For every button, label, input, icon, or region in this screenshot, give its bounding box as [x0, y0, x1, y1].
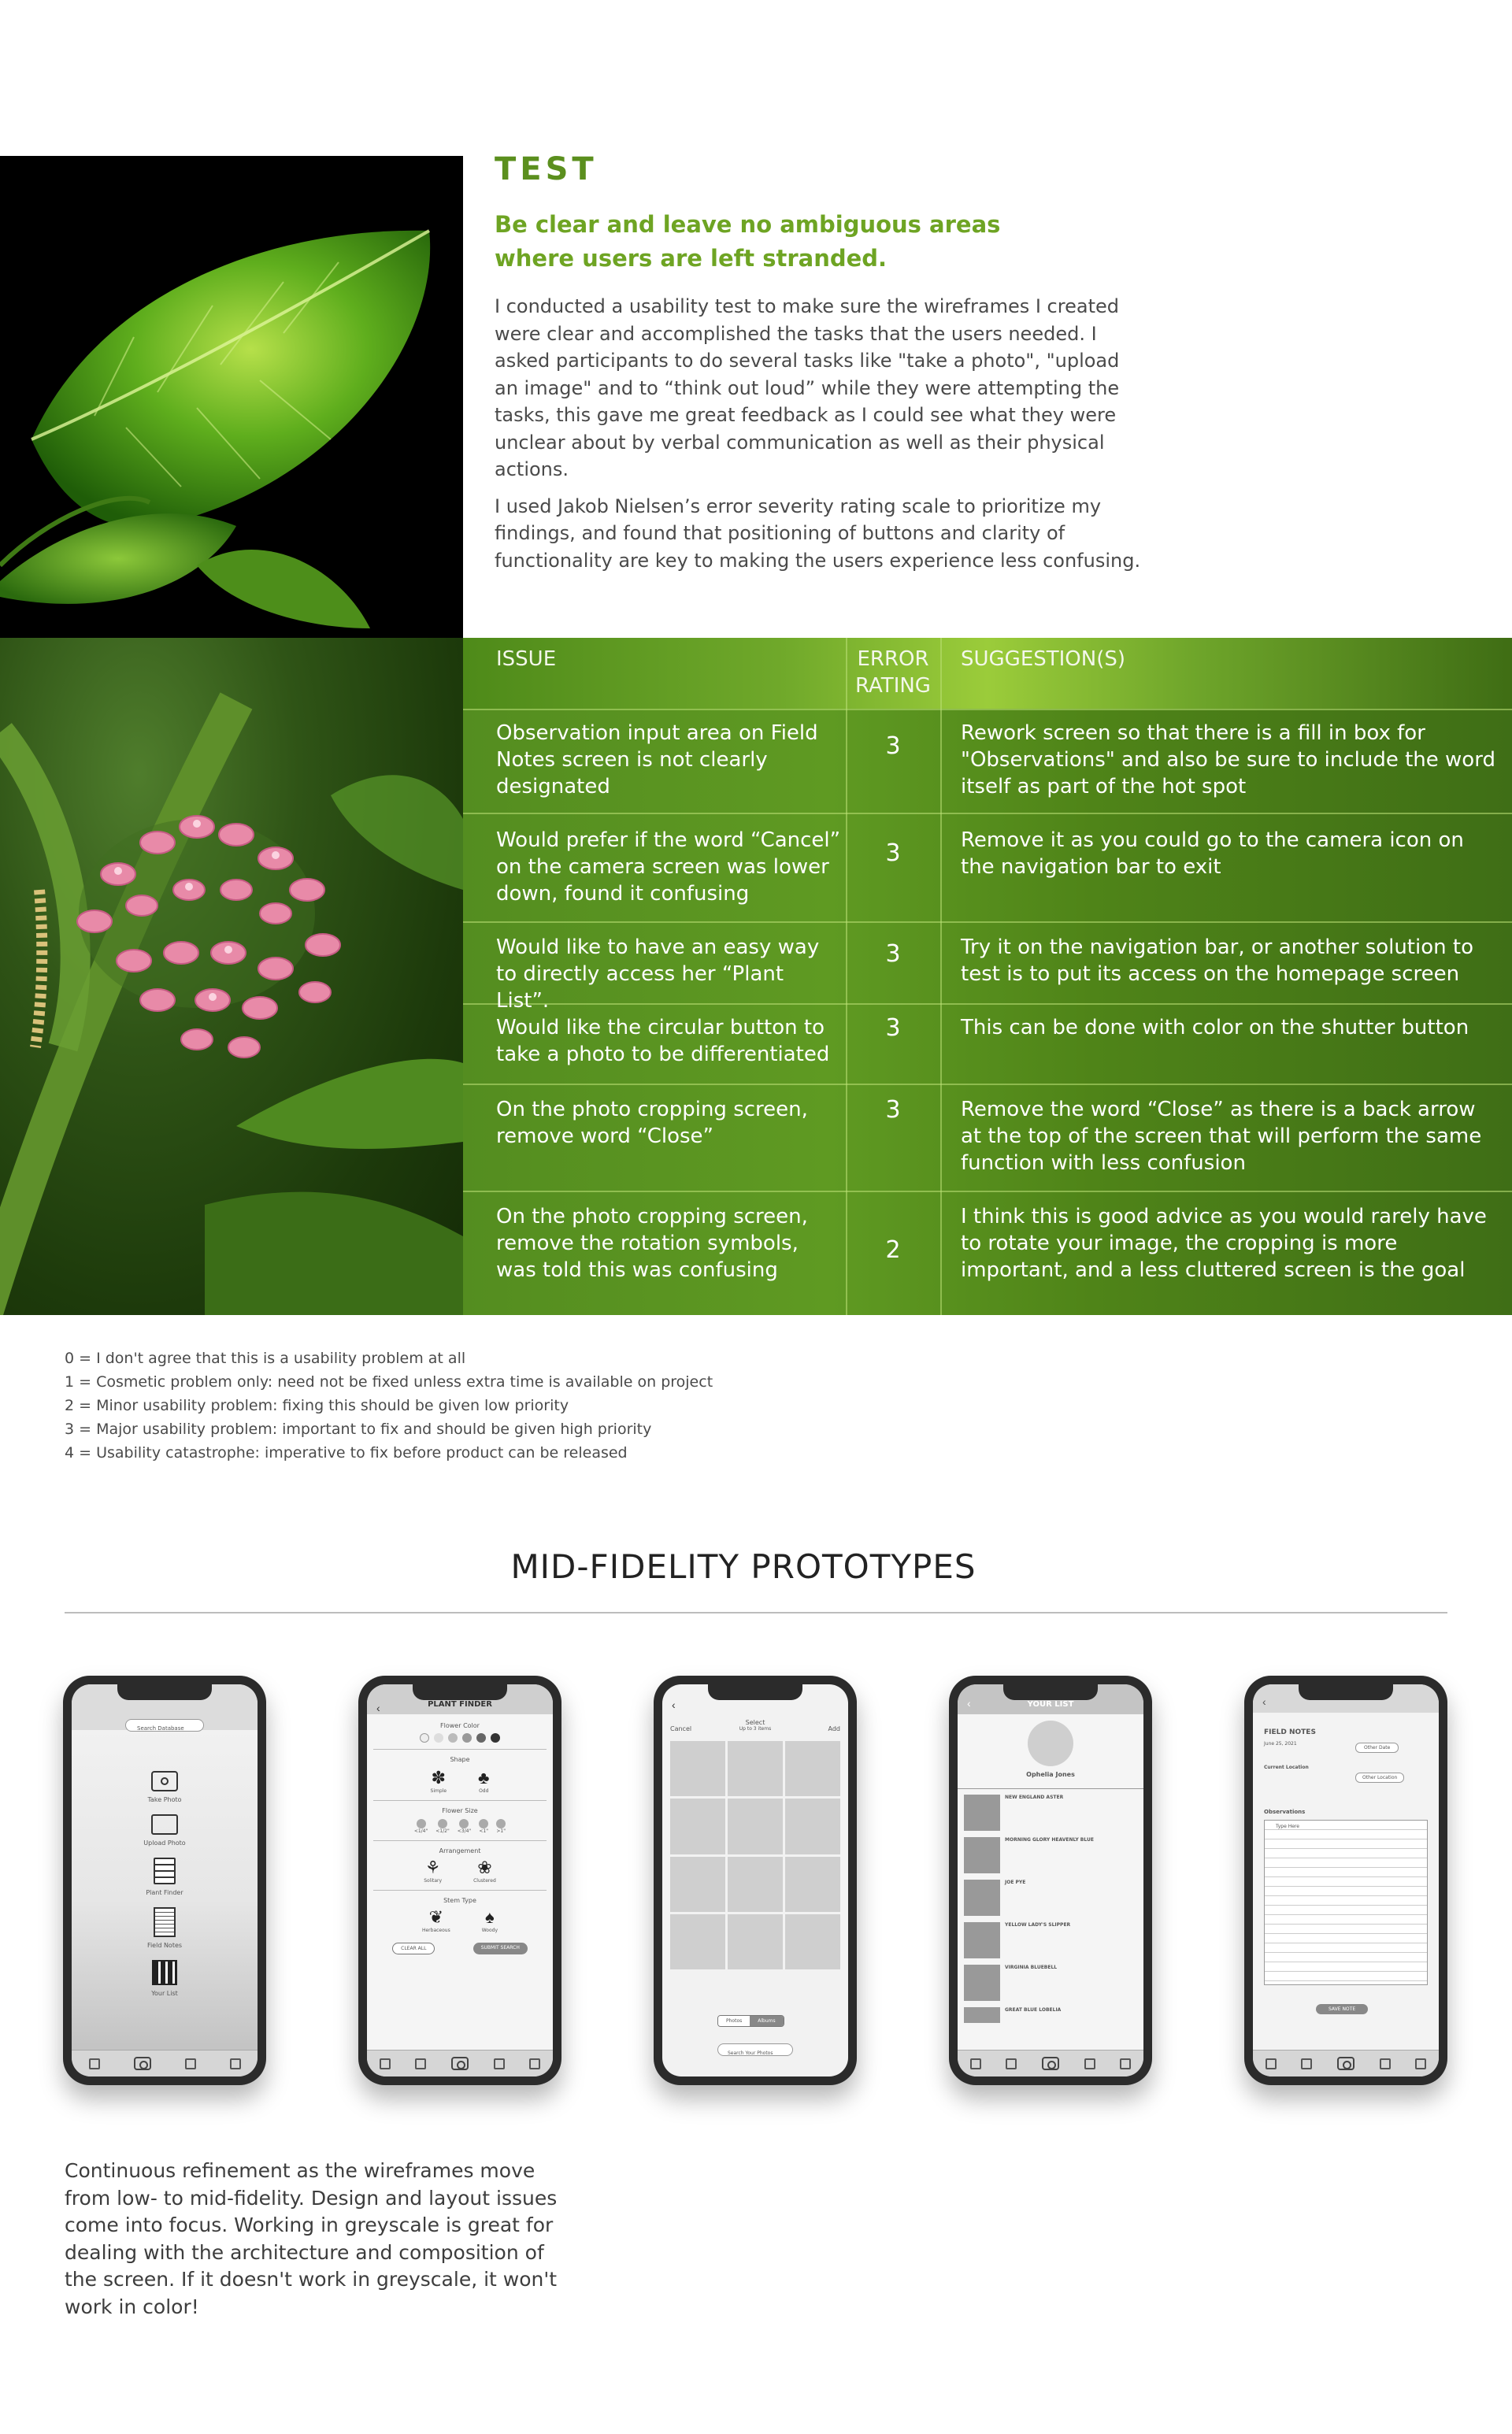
header-issue: ISSUE [496, 647, 557, 671]
flower-icon: ♣ [478, 1768, 490, 1788]
row-5-issue: On the photo cropping screen, remove word “Close” [496, 1098, 808, 1148]
row-3-suggestion: Try it on the navigation bar, or another solution to test is to put its access on the homepage screen [961, 935, 1473, 986]
clear-all-button[interactable]: CLEAR ALL [392, 1943, 435, 1954]
photo-thumb[interactable] [785, 1799, 840, 1854]
phone-plant-finder [358, 1676, 561, 2085]
add-button[interactable]: Add [828, 1725, 840, 1732]
row-1-rating: 3 [885, 732, 901, 760]
phone-notch [413, 1684, 507, 1700]
plant-finder-screen [367, 1684, 553, 2076]
camera-icon[interactable] [1042, 2057, 1059, 2070]
flower-icon: ✽ [431, 1768, 446, 1788]
home-icon[interactable] [1266, 2058, 1277, 2069]
color-swatches[interactable] [367, 1733, 553, 1743]
row-3-rating: 3 [885, 940, 901, 968]
notes-icon[interactable] [415, 2058, 426, 2069]
phone-field-notes [1244, 1676, 1447, 2085]
notes-icon[interactable] [494, 2058, 505, 2069]
size-label: <1/4" [413, 1828, 428, 1834]
note-date: June 25, 2021 [1264, 1741, 1297, 1747]
grid-icon[interactable] [1120, 2058, 1131, 2069]
notes-icon[interactable] [1006, 2058, 1017, 2069]
prototypes-divider [65, 1612, 1447, 1613]
field-notes-screen [1253, 1684, 1439, 2076]
plant-name: GREAT BLUE LOBELIA [1005, 2007, 1062, 2013]
home-icon[interactable] [380, 2058, 391, 2069]
arrangement-options [367, 1858, 553, 1884]
header-rating-line2: RATING [855, 674, 931, 698]
camera-icon[interactable] [134, 2057, 151, 2070]
shape-label: Odd [479, 1788, 489, 1794]
camera-icon[interactable] [151, 1771, 178, 1791]
select-title: Select [745, 1719, 765, 1726]
section-shape: Shape [450, 1756, 470, 1763]
phone-notch [708, 1684, 802, 1700]
search-input[interactable] [125, 1719, 204, 1732]
swatch[interactable] [448, 1733, 458, 1743]
image-icon[interactable] [151, 1814, 178, 1835]
photo-thumb[interactable] [728, 1914, 783, 1969]
photo-grid [670, 1741, 840, 1969]
stem-label: Herbaceous [421, 1928, 450, 1933]
swatch[interactable] [476, 1733, 486, 1743]
back-arrow-icon[interactable]: ‹ [1262, 1695, 1266, 1708]
photo-thumb[interactable] [670, 1914, 725, 1969]
select-photos-screen [662, 1684, 848, 2076]
back-arrow-icon[interactable]: ‹ [376, 1702, 380, 1714]
section-stem-type: Stem Type [443, 1897, 476, 1904]
other-date-button[interactable]: Other Date [1355, 1743, 1399, 1753]
plant-name: YELLOW LADY'S SLIPPER [1005, 1922, 1071, 1928]
row-2-issue: Would prefer if the word “Cancel” on the camera screen was lower down, found it confusing [496, 828, 841, 906]
severity-legend [65, 1347, 713, 1465]
table-divider [940, 638, 942, 1315]
tree-icon: ♠ [485, 1907, 495, 1927]
legend-item: 3 = Major usability problem: important to fix and should be given high priority [65, 1421, 652, 1438]
stem-herbaceous[interactable] [422, 1907, 450, 1933]
photo-thumb[interactable] [785, 1914, 840, 1969]
photo-thumb[interactable] [728, 1799, 783, 1854]
swatch[interactable] [434, 1733, 443, 1743]
plant-finder-header: PLANT FINDER [367, 1684, 553, 1714]
size-label: >1" [496, 1828, 506, 1834]
list-item[interactable] [964, 1922, 1137, 1958]
leaf-illustration [0, 156, 463, 638]
test-paragraph-2: I used Jakob Nielsen’s error severity rating scale to prioritize my findings, and found that positioning of buttons and clarity of functionality are key to making the users experience less confusing. [495, 495, 1141, 572]
size-label: <3/4" [457, 1828, 472, 1834]
your-list-header: YOUR LIST [958, 1684, 1143, 1714]
grid-icon[interactable] [1415, 2058, 1426, 2069]
row-4-issue: Would like the circular button to take a photo to be differentiated [496, 1016, 830, 1066]
row-6-issue: On the photo cropping screen, remove the rotation symbols, was told this was confusing [496, 1205, 808, 1282]
leaf-icon: ❦ [428, 1907, 444, 1927]
finder-actions [367, 1943, 553, 1954]
milkweed-photo [0, 638, 463, 1315]
legend-item: 2 = Minor usability problem: fixing this should be given low priority [65, 1397, 569, 1414]
avatar [1028, 1721, 1073, 1766]
cancel-button[interactable]: Cancel [670, 1725, 692, 1732]
header-rating [846, 646, 940, 699]
test-subheading [495, 208, 1148, 276]
plant-list [964, 1795, 1137, 2023]
back-arrow-icon[interactable]: ‹ [672, 1699, 676, 1711]
notes-icon[interactable] [1301, 2058, 1312, 2069]
tab-photos[interactable]: Photos [718, 2016, 750, 2026]
notes-icon[interactable] [1084, 2058, 1095, 2069]
size-option[interactable] [414, 1819, 428, 1834]
list-icon[interactable] [152, 1960, 177, 1985]
search-photos-input[interactable] [717, 2043, 793, 2056]
nav-bar [367, 2050, 553, 2076]
photo-thumb[interactable] [728, 1741, 783, 1796]
arrangement-solitary[interactable] [424, 1858, 442, 1884]
tab-albums[interactable]: Albums [750, 2016, 783, 2026]
save-note-button[interactable]: SAVE NOTE [1316, 2004, 1368, 2014]
table-divider [463, 1191, 1512, 1192]
stem-woody[interactable] [482, 1907, 498, 1933]
arrangement-label: Clustered [473, 1878, 496, 1884]
observations-label: Observations [1264, 1809, 1306, 1815]
size-option[interactable] [496, 1819, 506, 1834]
list-item[interactable] [964, 1965, 1137, 2001]
plant-icon: ❀ [477, 1858, 492, 1877]
phone-notch [117, 1684, 212, 1700]
select-header [662, 1719, 848, 1732]
photo-thumb[interactable] [785, 1741, 840, 1796]
row-2-suggestion: Remove it as you could go to the camera icon on the navigation bar to exit [961, 828, 1464, 879]
arrangement-label: Solitary [424, 1878, 443, 1884]
test-paragraph-1: I conducted a usability test to make sure the wireframes I created were clear and accomplished the tasks that the users needed. I asked participants to do several tasks like "take a photo", "upload an image" and to “think out loud” while they were attempting the tasks, this gave me great feedback as I could see what they were unclear about by verbal communication as well as their physical actions. [495, 295, 1120, 480]
section-flower-size: Flower Size [442, 1807, 478, 1814]
home-screen [72, 1684, 258, 2076]
nav-bar [958, 2050, 1143, 2076]
plant-name: JOE PYE [1005, 1880, 1026, 1885]
submit-search-button[interactable]: SUBMIT SEARCH [473, 1943, 528, 1954]
table-divider [463, 921, 1512, 923]
phone-home [63, 1676, 266, 2085]
row-4-suggestion: This can be done with color on the shutter button [961, 1016, 1469, 1039]
menu-take-photo[interactable]: Take Photo [147, 1796, 182, 1803]
swatch[interactable] [420, 1733, 429, 1743]
phone-notch [1003, 1684, 1098, 1700]
table-divider [463, 709, 1512, 710]
nav-bar [72, 2050, 258, 2076]
legend-item: 4 = Usability catastrophe: imperative to fix before product can be released [65, 1444, 628, 1462]
legend-item: 0 = I don't agree that this is a usability problem at all [65, 1350, 466, 1367]
list-item[interactable] [964, 1795, 1137, 1831]
row-1-suggestion: Rework screen so that there is a fill in box for "Observations" and also be sure to include the word itself as part of the hot spot [961, 721, 1495, 798]
select-subtitle: Up to 3 items [739, 1726, 772, 1732]
swatch[interactable] [462, 1733, 472, 1743]
plant-icon: ⚘ [424, 1858, 441, 1877]
stem-label: Woody [481, 1928, 498, 1933]
back-arrow-icon[interactable]: ‹ [967, 1697, 971, 1710]
header-rating-line1: ERROR [857, 647, 929, 671]
grid-icon[interactable] [230, 2058, 241, 2069]
size-label: <1/2" [435, 1828, 450, 1834]
menu-plant-finder[interactable]: Plant Finder [146, 1889, 183, 1896]
test-heading: TEST [495, 151, 598, 187]
notes-icon[interactable] [185, 2058, 196, 2069]
finder-icon[interactable] [154, 1858, 176, 1884]
home-icon[interactable] [970, 2058, 981, 2069]
plant-name: MORNING GLORY HEAVENLY BLUE [1005, 1837, 1094, 1843]
search-placeholder: Search Database [137, 1725, 184, 1732]
size-label: <1" [479, 1828, 488, 1834]
finder-filters [367, 1722, 553, 1954]
issue-table [463, 638, 1512, 1315]
swatch[interactable] [491, 1733, 500, 1743]
other-location-button[interactable]: Other Location [1355, 1773, 1404, 1783]
leaf-photo [0, 156, 463, 638]
header-suggestion: SUGGESTION(S) [961, 647, 1126, 671]
photo-thumb[interactable] [670, 1799, 725, 1854]
menu-your-list[interactable]: Your List [151, 1990, 178, 1997]
home-menu [72, 1771, 258, 1997]
section-flower-color: Flower Color [440, 1722, 480, 1729]
row-1-issue: Observation input area on Field Notes screen is not clearly designated [496, 721, 818, 798]
phone-your-list [949, 1676, 1152, 2085]
prototypes-heading: MID-FIDELITY PROTOTYPES [510, 1547, 976, 1586]
plant-name: VIRGINIA BLUEBELL [1005, 1965, 1058, 1970]
search-photos-placeholder: Search Your Photos [728, 2051, 773, 2056]
prototypes-caption: Continuous refinement as the wireframes move from low- to mid-fidelity. Design and layout issues come into focus. Working in greyscale is great for dealing with the architecture and composition of the screen. If it doesn't work in greyscale, it won't work in color! [65, 2159, 558, 2318]
observations-placeholder: Type Here [1276, 1824, 1299, 1829]
shape-options [367, 1768, 553, 1794]
test-subheading-line1: Be clear and leave no ambiguous areas [495, 211, 1001, 238]
list-item[interactable] [964, 2007, 1137, 2023]
photo-thumb[interactable] [670, 1857, 725, 1912]
size-option[interactable] [479, 1819, 488, 1834]
photo-thumb[interactable] [785, 1857, 840, 1912]
camera-icon[interactable] [451, 2057, 469, 2070]
size-option[interactable] [435, 1819, 449, 1834]
grid-icon[interactable] [529, 2058, 540, 2069]
home-icon[interactable] [89, 2058, 100, 2069]
row-5-suggestion: Remove the word “Close” as there is a back arrow at the top of the screen that will perform the same function with less confusion [961, 1098, 1482, 1175]
stem-options [367, 1907, 553, 1933]
row-6-rating: 2 [885, 1236, 901, 1264]
menu-field-notes[interactable]: Field Notes [146, 1942, 183, 1949]
test-section [495, 151, 1148, 574]
notes-icon[interactable] [154, 1907, 176, 1937]
plant-name: NEW ENGLAND ASTER [1005, 1795, 1064, 1800]
menu-upload-photo[interactable]: Upload Photo [143, 1839, 186, 1847]
section-arrangement: Arrangement [439, 1847, 481, 1854]
shape-label: Simple [430, 1788, 447, 1794]
legend-item: 1 = Cosmetic problem only: need not be fixed unless extra time is available on project [65, 1373, 713, 1391]
row-3-issue: Would like to have an easy way to directly access her “Plant List”. [496, 935, 820, 1013]
phone-notch [1299, 1684, 1393, 1700]
row-6-suggestion: I think this is good advice as you would rarely have to rotate your image, the cropping is more important, and a less cluttered screen is the goal [961, 1205, 1487, 1282]
shape-odd[interactable] [478, 1768, 489, 1794]
photo-thumb[interactable] [728, 1857, 783, 1912]
shape-simple[interactable] [431, 1768, 447, 1794]
field-notes-title: FIELD NOTES [1264, 1728, 1316, 1736]
photo-tabs [717, 2015, 784, 2027]
row-4-rating: 3 [885, 1014, 901, 1042]
observations-textarea[interactable] [1264, 1820, 1428, 1985]
test-subheading-line2: where users are left stranded. [495, 245, 888, 272]
your-list-screen [958, 1684, 1143, 2076]
nav-bar [1253, 2050, 1439, 2076]
size-options [367, 1819, 553, 1834]
arrangement-clustered[interactable] [473, 1858, 496, 1884]
flower-illustration [0, 638, 463, 1315]
list-item[interactable] [964, 1837, 1137, 1873]
size-option[interactable] [458, 1819, 471, 1834]
camera-icon[interactable] [1337, 2057, 1354, 2070]
photo-thumb[interactable] [670, 1741, 725, 1796]
table-divider [463, 813, 1512, 814]
row-5-rating: 3 [885, 1096, 901, 1124]
user-name: Ophelia Jones [1026, 1771, 1075, 1778]
list-item[interactable] [964, 1880, 1137, 1916]
location-label: Current Location [1264, 1765, 1309, 1770]
table-divider [463, 1084, 1512, 1085]
phone-select-photos [654, 1676, 857, 2085]
notes-icon[interactable] [1380, 2058, 1391, 2069]
row-2-rating: 3 [885, 839, 901, 867]
